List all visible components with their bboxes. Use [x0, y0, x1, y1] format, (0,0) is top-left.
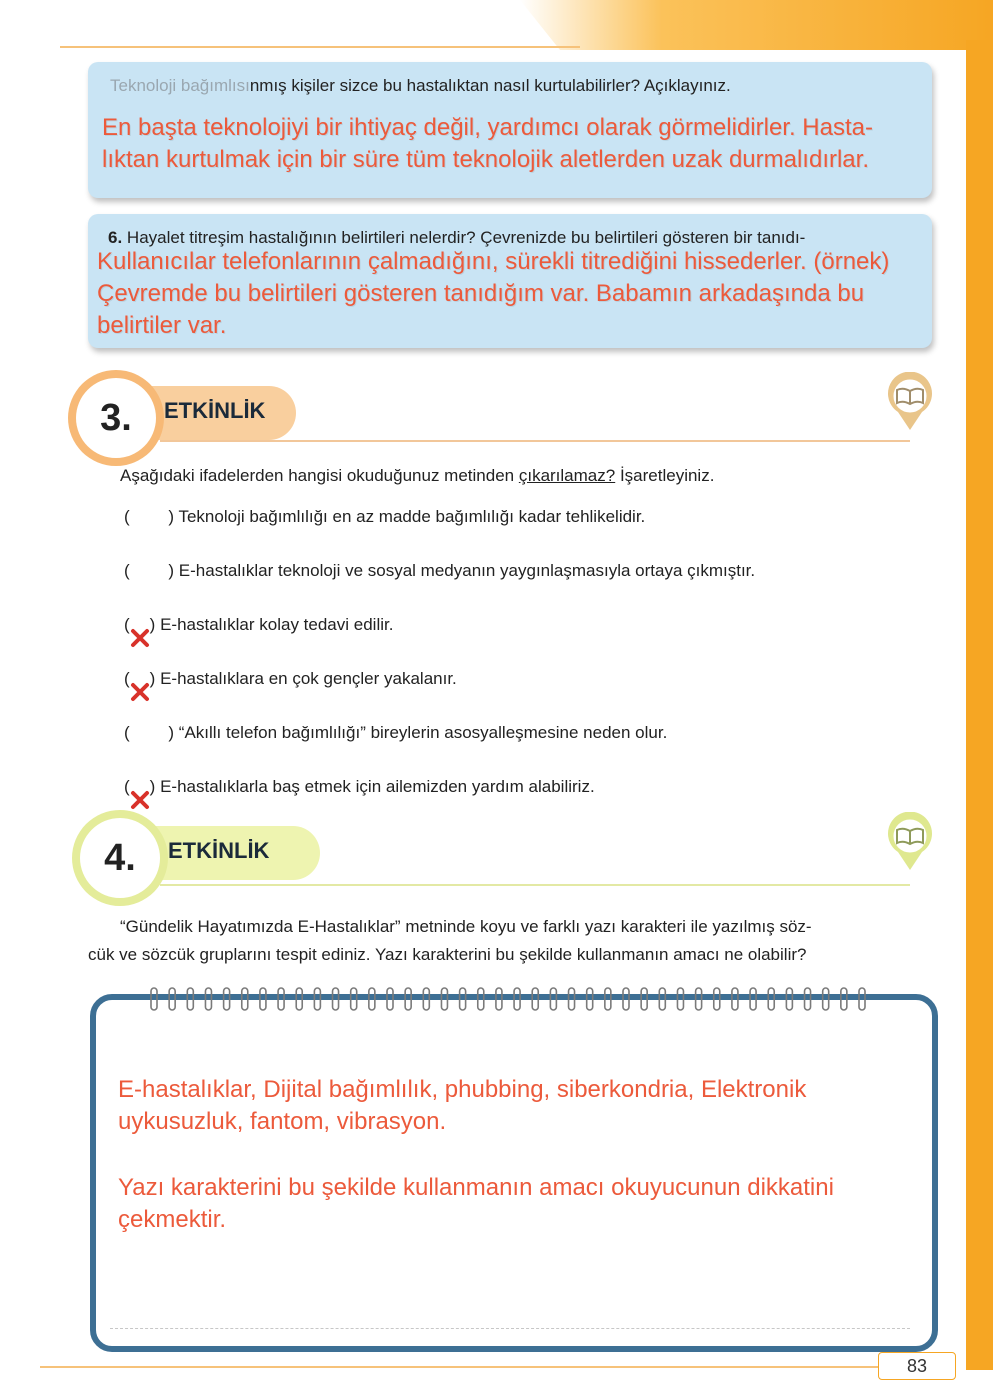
spiral-ring	[805, 988, 811, 1010]
spiral-ring	[732, 988, 738, 1010]
option-text: Teknoloji bağımlılığı en az madde bağımlılığı kadar tehlikelidir.	[178, 507, 646, 526]
spiral-ring	[314, 988, 320, 1010]
spiral-ring	[460, 988, 466, 1010]
spiral-ring	[714, 988, 720, 1010]
answer-line: E-hastalıklar, Dijital bağımlılık, phubbing, siberkondria, Elektronik	[118, 1076, 807, 1103]
notebook-bottom-dash	[110, 1328, 910, 1329]
spiral-ring	[224, 988, 230, 1010]
spiral-ring	[859, 988, 865, 1010]
prompt-line: cük ve sözcük gruplarını tespit ediniz. Yazı karakterini bu şekilde kullanmanın amacı ne olabilir?	[88, 945, 807, 964]
question-5-text	[110, 76, 731, 96]
spiral-ring	[405, 988, 411, 1010]
spiral-ring	[278, 988, 284, 1010]
answer-line: Yazı karakterini bu şekilde kullanmanın amacı okuyucunun dikkatini	[118, 1174, 834, 1201]
spiral-ring	[205, 988, 211, 1010]
spiral-ring	[260, 988, 266, 1010]
spiral-ring	[514, 988, 520, 1010]
instruction-pre: Aşağıdaki ifadelerden hangisi okuduğunuz metinden	[120, 466, 519, 485]
x-mark-icon	[130, 628, 150, 648]
answer-line: çekmektir.	[118, 1206, 227, 1233]
option-1[interactable]: ( ) Teknoloji bağımlılığı en az madde bağımlılığı kadar tehlikelidir.	[124, 507, 646, 526]
answer-line: uykusuzluk, fantom, vibrasyon.	[118, 1108, 447, 1135]
top-orange-band	[520, 0, 993, 50]
top-divider	[60, 46, 580, 48]
spiral-ring	[532, 988, 538, 1010]
question-6-box	[88, 214, 932, 348]
right-orange-strip	[966, 40, 993, 1370]
question-6-text	[108, 228, 805, 248]
question-5-faded-text: Teknoloji bağımlısı	[110, 76, 250, 95]
spiral-ring	[659, 988, 665, 1010]
option-text: E-hastalıklar teknoloji ve sosyal medyanın yaygınlaşmasıyla ortaya çıkmıştır.	[178, 561, 756, 580]
bottom-divider	[40, 1366, 880, 1368]
option-6[interactable]: ( ) E-hastalıklarla baş etmek için ailemizden yardım alabiliriz.	[124, 777, 595, 797]
spiral-ring	[768, 988, 774, 1010]
spiral-ring	[169, 988, 175, 1010]
option-5[interactable]: ( ) “Akıllı telefon bağımlılığı” bireylerin asosyalleşmesine neden olur.	[124, 723, 668, 742]
answer-line: lıktan kurtulmak için bir süre tüm teknolojik aletlerden uzak durmalıdırlar.	[102, 146, 869, 173]
spiral-ring	[605, 988, 611, 1010]
instruction-underlined: çıkarılamaz?	[518, 466, 616, 485]
instruction-post: İşaretleyiniz.	[615, 466, 715, 485]
book-pin-icon	[880, 812, 940, 872]
spiral-ring	[242, 988, 248, 1010]
spiral-ring	[641, 988, 647, 1010]
activity-3-number: 3.	[76, 378, 156, 458]
question-5-rest: nmış kişiler sizce bu hastalıktan nasıl kurtulabilirler? Açıklayınız.	[249, 76, 731, 95]
activity-4-label: ETKİNLİK	[168, 838, 270, 863]
page-number: 83	[878, 1352, 956, 1380]
answer-line: belirtiler var.	[97, 312, 227, 339]
option-text: E-hastalıklarla baş etmek için ailemizden yardım alabiliriz.	[160, 777, 595, 796]
spiral-ring	[677, 988, 683, 1010]
spiral-ring	[423, 988, 429, 1010]
activity-4-number: 4.	[80, 818, 160, 898]
option-text: “Akıllı telefon bağımlılığı” bireylerin asosyalleşmesine neden olur.	[178, 723, 668, 742]
spiral-ring	[478, 988, 484, 1010]
spiral-ring	[387, 988, 393, 1010]
option-2[interactable]: ( ) E-hastalıklar teknoloji ve sosyal medyanın yaygınlaşmasıyla ortaya çıkmıştır.	[124, 561, 756, 580]
question-6-answer	[97, 246, 929, 342]
option-3[interactable]: ( ) E-hastalıklar kolay tedavi edilir.	[124, 615, 393, 635]
activity-4-prompt	[88, 913, 928, 969]
spiral-ring	[750, 988, 756, 1010]
spiral-ring	[441, 988, 447, 1010]
x-mark-icon	[130, 790, 150, 810]
answer-line: Çevremde bu belirtileri gösteren tanıdığım var. Babamın arkadaşında bu	[97, 280, 865, 307]
spiral-ring	[351, 988, 357, 1010]
question-6-number: 6.	[108, 228, 123, 247]
spiral-ring	[333, 988, 339, 1010]
spiral-ring	[587, 988, 593, 1010]
spiral-ring	[296, 988, 302, 1010]
option-4[interactable]: ( ) E-hastalıklara en çok gençler yakalanır.	[124, 669, 457, 689]
notebook-answer-2	[118, 1172, 898, 1236]
activity-4-rule	[160, 884, 910, 886]
spiral-ring	[550, 988, 556, 1010]
spiral-ring	[823, 988, 829, 1010]
activity-3-label: ETKİNLİK	[164, 398, 266, 423]
spiral-ring	[623, 988, 629, 1010]
spiral-ring	[369, 988, 375, 1010]
spiral-ring	[786, 988, 792, 1010]
spiral-ring	[569, 988, 575, 1010]
prompt-line: “Gündelik Hayatımızda E-Hastalıklar” metninde koyu ve farklı yazı karakteri ile yazılmış söz-	[120, 917, 812, 936]
activity-3-instruction	[120, 466, 714, 486]
answer-line: En başta teknolojiyi bir ihtiyaç değil, yardımcı olarak görmelidirler. Hasta-	[102, 114, 873, 141]
answer-line: Kullanıcılar telefonlarının çalmadığını, sürekli titrediğini hissederler. (örnek)	[97, 248, 890, 275]
activity-3-rule	[160, 440, 910, 442]
spiral-ring	[696, 988, 702, 1010]
spiral-ring	[496, 988, 502, 1010]
question-5-answer	[102, 112, 922, 176]
notebook-answer-1	[118, 1074, 898, 1138]
question-6-question: Hayalet titreşim hastalığının belirtileri nelerdir? Çevrenizde bu belirtileri gösteren bir tanıdı-	[126, 228, 806, 247]
x-mark-icon	[130, 682, 150, 702]
option-text: E-hastalıklara en çok gençler yakalanır.	[160, 669, 457, 688]
option-text: E-hastalıklar kolay tedavi edilir.	[160, 615, 394, 634]
question-5-box	[88, 62, 932, 198]
spiral-ring	[841, 988, 847, 1010]
book-pin-icon	[880, 372, 940, 432]
spiral-ring	[187, 988, 193, 1010]
spiral-ring	[151, 988, 157, 1010]
notebook-spirals	[148, 986, 868, 1012]
